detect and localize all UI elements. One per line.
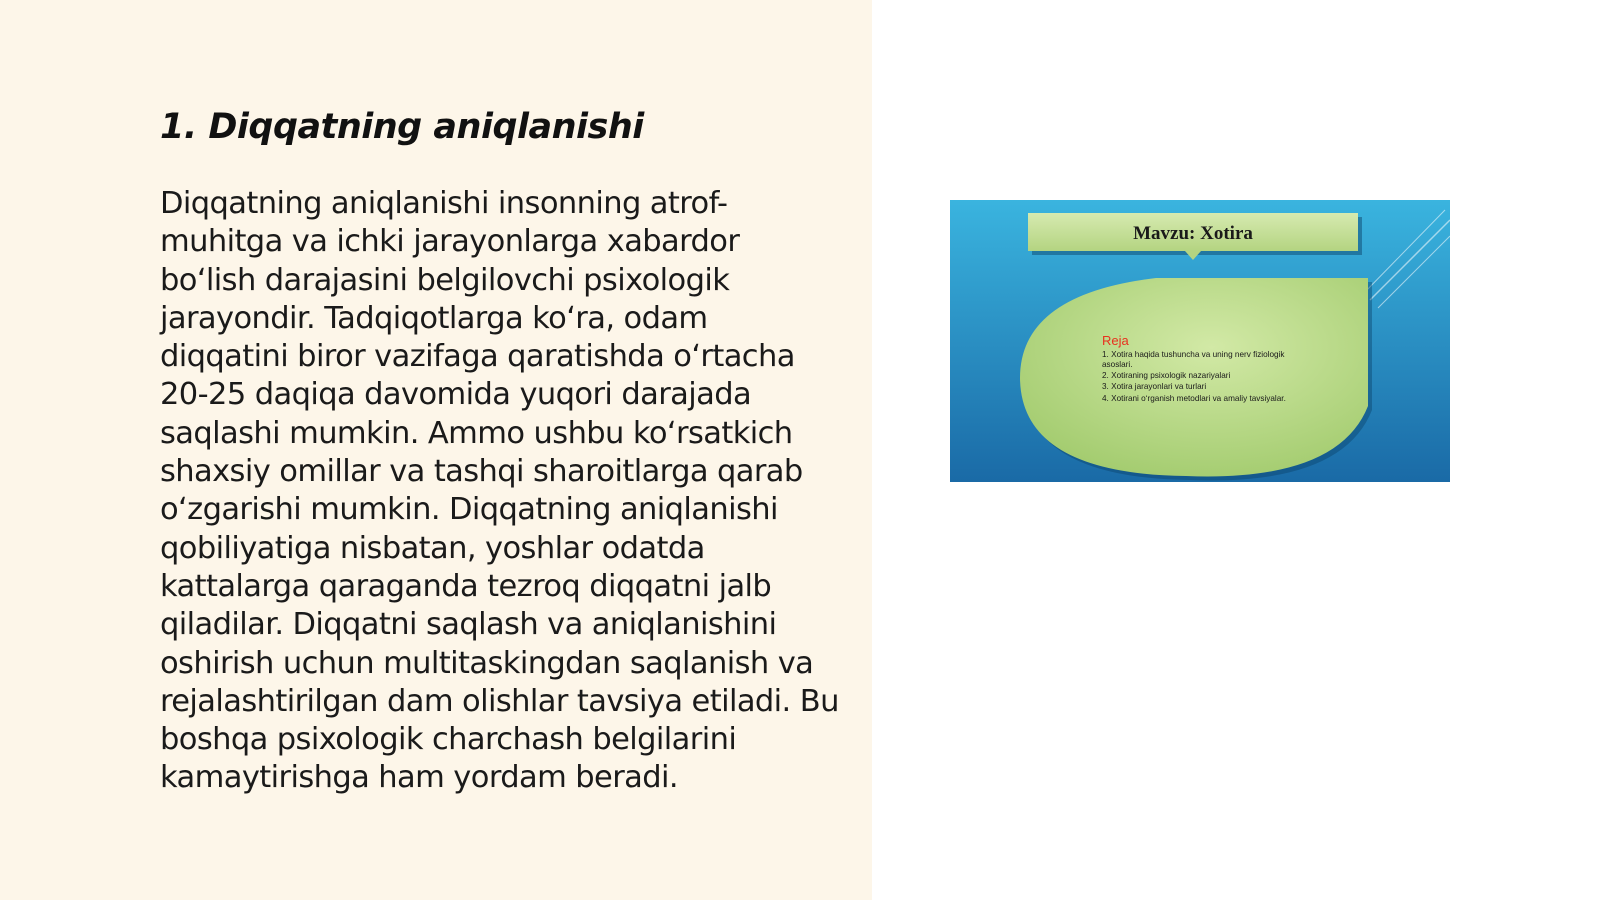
thumbnail-title: Mavzu: Xotira: [1133, 223, 1253, 244]
thumbnail-list-item: asoslari.: [1102, 360, 1133, 369]
thumbnail-list-item: 2. Xotiraning psixologik nazariyalari: [1102, 371, 1231, 380]
slide-body-text: Diqqatning aniqlanishi insonning atrof-muhitga va ichki jarayonlarga xabardor boʻlish darajasini belgilovchi psixologik jarayondir. Tadqiqotlarga koʻra, odam diqqatini biror vazifaga qaratishda oʻrtacha 20-25 daqiqa davomida yuqori darajada saqlashi mumkin. Ammo ushbu koʻrsatkich shaxsiy omillar va tashqi sharoitlarga qarab oʻzgarishi mumkin. Diqqatning aniqlanishi qobiliyatiga nisbatan, yoshlar odatda kattalarga qaraganda tezroq diqqatni jalb qiladilar. Diqqatni saqlash va aniqlanishini oshirish uchun multitaskingdan saqlanish va rejalashtirilgan dam olishlar tavsiya etiladi. Bu boshqa psixologik charchash belgilarini kamaytirishga ham yordam beradi.: [160, 186, 839, 796]
thumbnail-plan-label: Reja: [1102, 333, 1129, 348]
thumbnail-list-item: 4. Xotirani oʻrganish metodlari va amaliy tavsiyalar.: [1102, 394, 1286, 403]
slide-thumbnail-image: [950, 200, 1450, 482]
slide-heading: 1. Diqqatning aniqlanishi: [160, 107, 644, 147]
thumbnail-list-item: 3. Xotira jarayonlari va turlari: [1102, 382, 1207, 391]
thumbnail-list-item: 1. Xotira haqida tushuncha va uning nerv fiziologik: [1102, 350, 1285, 359]
